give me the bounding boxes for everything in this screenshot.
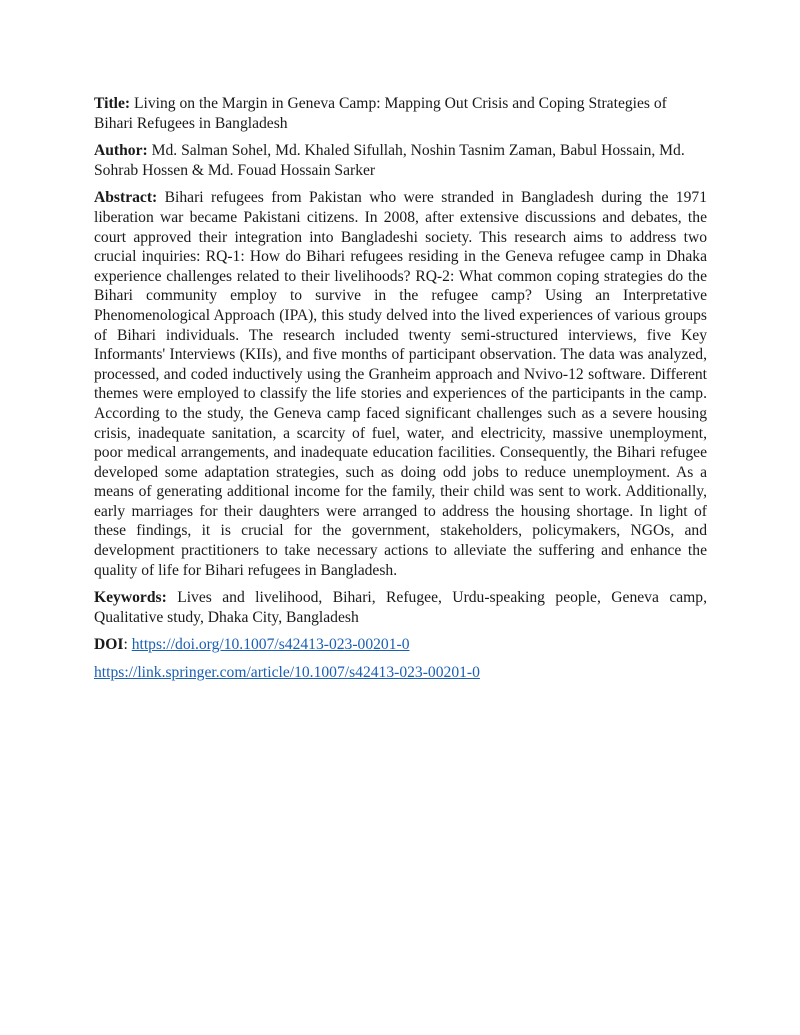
abstract-paragraph xyxy=(94,188,707,580)
doi-link[interactable]: https://doi.org/10.1007/s42413-023-00201-0 xyxy=(131,636,410,654)
keywords-paragraph xyxy=(94,588,707,627)
abstract-text: Bihari refugees from Pakistan who were stranded in Bangladesh during the 1971 liberation war became Pakistani citizens. In 2008, after extensive discussions and debates, the court approved their integration into Bangladeshi society. This research aims to address two crucial inquiries: RQ-1: How do Bihari refugees residing in the Geneva refugee camp in Dhaka experience challenges related to their livelihoods? RQ-2: What common coping strategies do the Bihari community employ to survive in the refugee camp? Using an Interpretative Phenomenological Approach (IPA), this study delved into the lived experiences of various groups of Bihari individuals. The research included twenty semi-structured interviews, five Key Informants' Interviews (KIIs), and five months of participant observation. The data was analyzed, processed, and coded inductively using the Granheim approach and Nvivo-12 software. Different themes were employed to classify the life stories and experiences of the participants in the camp. According to the study, the Geneva camp faced significant challenges such as a severe housing crisis, inadequate sanitation, a scarcity of fuel, water, and electricity, massive unemployment, poor medical arrangements, and inadequate education facilities. Consequently, the Bihari refugee developed some adaptation strategies, such as doing odd jobs to reduce unemployment. As a means of generating additional income for the family, their child was sent to work. Additionally, early marriages for their daughters were arranged to address the housing shortage. In light of these findings, it is crucial for the government, stakeholders, policymakers, NGOs, and development practitioners to take necessary actions to alleviate the suffering and enhance the quality of life for Bihari refugees in Bangladesh. xyxy=(94,189,707,579)
author-text: Md. Salman Sohel, Md. Khaled Sifullah, Noshin Tasnim Zaman, Babul Hossain, Md. Sohrab Hossen & Md. Fouad Hossain Sarker xyxy=(94,142,685,179)
doi-paragraph xyxy=(94,635,707,655)
abstract-label: Abstract: xyxy=(94,189,158,207)
keywords-label: Keywords: xyxy=(94,589,167,607)
doi-separator: : xyxy=(123,636,128,654)
author-label: Author: xyxy=(94,142,148,160)
keywords-text: Lives and livelihood, Bihari, Refugee, Urdu-speaking people, Geneva camp, Qualitative study, Dhaka City, Bangladesh xyxy=(94,589,707,626)
document-page xyxy=(94,94,707,691)
author-paragraph xyxy=(94,141,707,180)
title-paragraph xyxy=(94,94,707,133)
title-label: Title: xyxy=(94,95,131,112)
title-text: Living on the Margin in Geneva Camp: Mapping Out Crisis and Coping Strategies of Bihari Refugees in Bangladesh xyxy=(94,95,667,132)
doi-label: DOI xyxy=(94,636,124,654)
springer-link-paragraph xyxy=(94,663,707,683)
springer-article-link[interactable]: https://link.springer.com/article/10.1007/s42413-023-00201-0 xyxy=(94,664,480,682)
